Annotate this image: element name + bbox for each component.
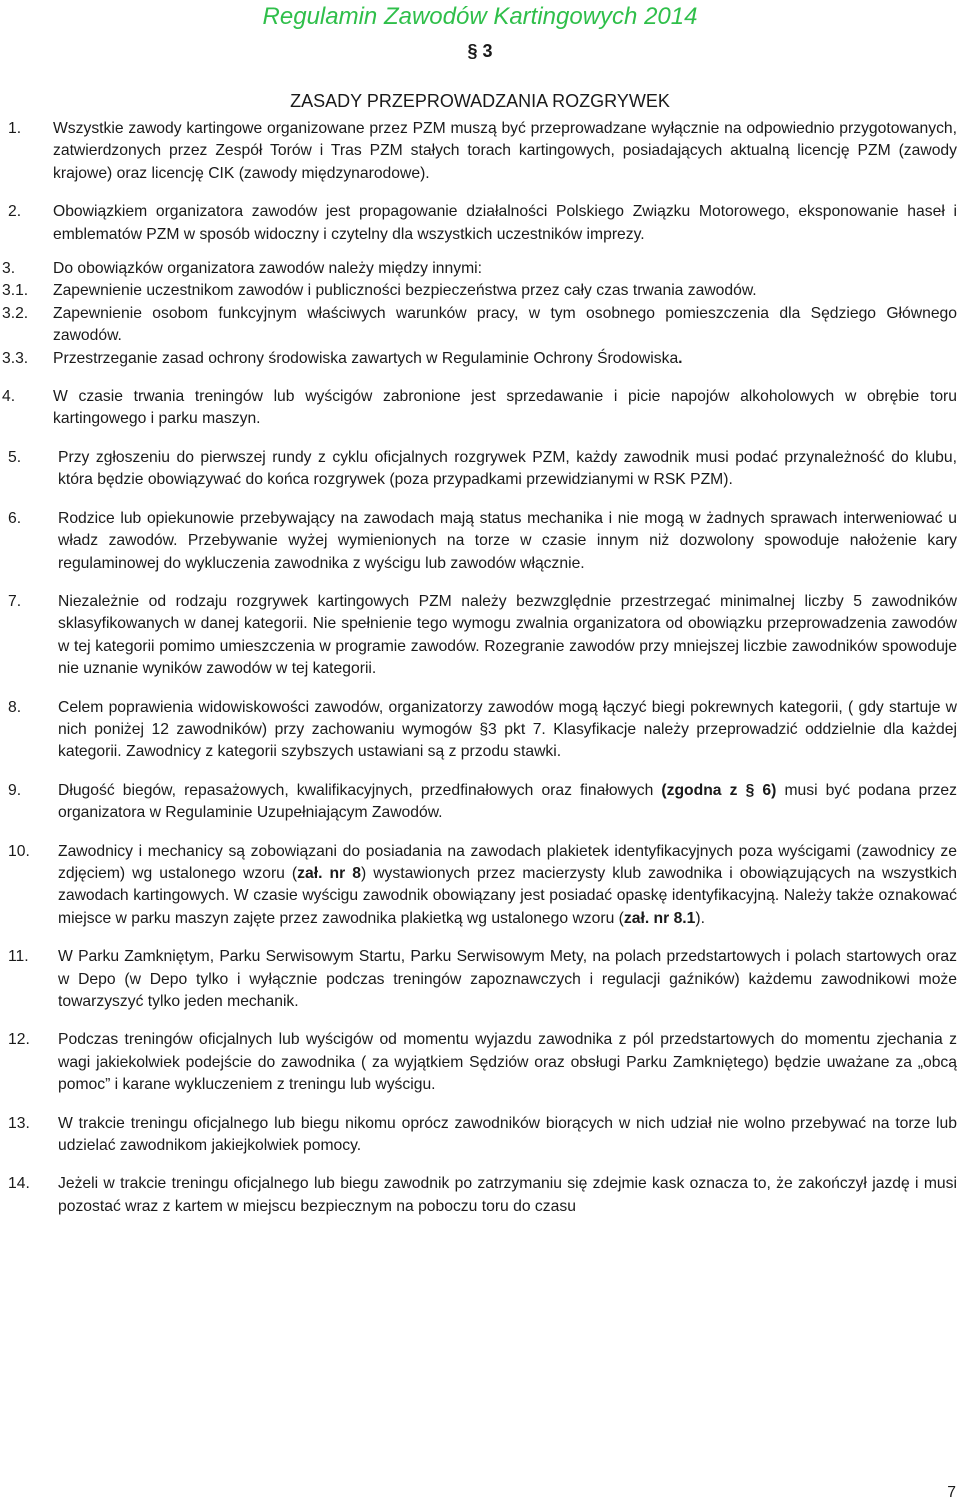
paragraph-8	[0, 697, 960, 764]
annex-reference: zał. nr 8.1	[623, 909, 696, 927]
paragraph-3	[0, 258, 960, 280]
paragraph-number: 13.	[8, 1114, 30, 1132]
paragraph-3-3	[0, 348, 960, 370]
section-number: § 3	[467, 41, 493, 61]
paragraph-number: 12.	[8, 1031, 30, 1049]
paragraph-text: Długość biegów, repasażowych, kwalifikacyjnych, przedfinałowych oraz finałowych	[58, 781, 662, 799]
paragraph-text: Zapewnienie osobom funkcyjnym właściwych warunków pracy, w tym osobnego pomieszczenia dla Sędziego Głównego zawodów.	[53, 304, 957, 345]
paragraph-text: Do obowiązków organizatora zawodów należy między innymi:	[53, 260, 482, 278]
paragraph-text: W Parku Zamkniętym, Parku Serwisowym Startu, Parku Serwisowym Mety, na polach przedstartowych i polach startowych oraz w Depo (w Depo tylko i wyłącznie podczas treningów zapoznawczych i regulacji gaźników) każdemu zawodnikowi może towarzyszyć tylko jeden mechanik.	[58, 948, 957, 1010]
paragraph-text: Celem poprawienia widowiskowości zawodów, organizatorzy zawodów mogą łączyć biegi pokrewnych kategorii, ( gdy startuje w nich poniżej 12 zawodników) przy zachowaniu wymogów §3 pkt 7. Klasyfikacje należy przeprowadzić oddzielnie dla każdej kategorii. Zawodnicy z kategorii szybszych ustawiani są z przodu stawki.	[58, 698, 957, 761]
paragraph-1	[0, 118, 960, 185]
paragraph-text: ).	[695, 909, 705, 927]
paragraph-11	[0, 946, 960, 1013]
paragraph-text: Podczas treningów oficjalnych lub wyścigów od momentu wyjazdu zawodnika z pól przedstartowych do momentu zjechania z wagi jakiekolwiek podejście do zawodnika ( za wyjątkiem Sędziów oraz obsługi Parku Zamkniętego) będzie uważane za „obcą pomoc” i karane wykluczeniem z treningu lub wyścigu.	[58, 1031, 957, 1094]
paragraph-number: 11.	[8, 948, 29, 966]
paragraph-number: 2.	[8, 203, 22, 221]
paragraph-2	[0, 201, 960, 246]
paragraph-number: 10.	[8, 842, 30, 860]
paragraph-text: Rodzice lub opiekunowie przebywający na zawodach mają status mechanika i nie mogą w żadnych sprawach interweniować u władz zawodów. Przebywanie wyżej wymienionych na torze w czasie innym niż dozwolony spowoduje nałożenie kary regulaminowej do wykluczenia zawodnika z wyścigu lub zawodów włącznie.	[58, 509, 957, 572]
document-header-title: Regulamin Zawodów Kartingowych 2014	[262, 3, 698, 30]
paragraph-text: Jeżeli w trakcie treningu oficjalnego lub biegu zawodnik po zatrzymaniu się zdejmie kask oznacza to, że zakończył jazdę i musi pozostać wraz z kartem w miejscu bezpiecznym na poboczu toru do czasu	[58, 1175, 957, 1215]
paragraph-bold: (zgodna z § 6)	[661, 781, 777, 799]
paragraph-number: 1.	[8, 120, 22, 137]
paragraph-3-1	[0, 280, 960, 302]
paragraph-tail: musi być podana przez organizatora w Regulaminie Uzupełniającym Zawodów.	[58, 781, 957, 822]
paragraph-text: Zawodnicy i mechanicy są zobowiązani do posiadania na zawodach plakietek identyfikacyjnych poza wyścigami (zawodnicy ze zdjęciem) wg ustalonego wzoru (	[58, 842, 957, 882]
paragraph-text: W czasie trwania treningów lub wyścigów zabronione jest sprzedawanie i picie napojów alkoholowych w obrębie toru kartingowego i parku maszyn.	[53, 388, 957, 428]
paragraph-number: 8.	[8, 698, 22, 716]
paragraph-14	[0, 1173, 960, 1218]
paragraph-number: 4.	[2, 388, 16, 406]
paragraph-10	[0, 841, 960, 931]
paragraph-3-2	[0, 303, 960, 348]
section-title: ZASADY PRZEPROWADZANIA ROZGRYWEK	[290, 91, 670, 111]
paragraph-number: 9.	[8, 781, 22, 799]
paragraph-4	[0, 386, 960, 431]
paragraph-number: 3.	[2, 260, 16, 278]
paragraph-text: Przy zgłoszeniu do pierwszej rundy z cyklu oficjalnych rozgrywek PZM, każdy zawodnik musi podać przynależność do klubu, która będzie obowiązywać do końca rozgrywek (poza przypadkami przewidzianymi w RSK PZM).	[58, 448, 957, 489]
page-number: 7	[947, 1484, 956, 1501]
paragraph-number: 5.	[8, 448, 22, 466]
document-body	[0, 118, 960, 1218]
paragraph-7	[0, 591, 960, 681]
paragraph-13	[0, 1113, 960, 1158]
paragraph-tail: .	[678, 349, 683, 367]
paragraph-number: 7.	[8, 592, 22, 610]
paragraph-number: 14.	[8, 1175, 30, 1193]
paragraph-text: ) wystawionych przez macierzysty klub zawodnika i obowiązujących na wszystkich zawodach kartingowych. W czasie wyścigu zawodnik obowiązany jest posiadać opaskę identyfikacyjną. Należy także oznakować miejsce w parku maszyn zajęte przez zawodnika plakietką wg ustalonego wzoru (	[58, 864, 958, 927]
paragraph-number: 3.1.	[2, 282, 29, 300]
paragraph-9	[0, 780, 960, 825]
paragraph-text: Przestrzeganie zasad ochrony środowiska zawartych w Regulaminie Ochrony Środowiska	[53, 349, 679, 367]
annex-reference: zał. nr 8	[297, 864, 361, 882]
paragraph-text: Obowiązkiem organizatora zawodów jest propagowanie działalności Polskiego Związku Motorowego, eksponowanie haseł i emblematów PZM w sposób widoczny i czytelny dla wszystkich uczestników imprezy.	[53, 203, 957, 243]
paragraph-number: 3.2.	[2, 304, 29, 322]
paragraph-text: Zapewnienie uczestnikom zawodów i publiczności bezpieczeństwa przez cały czas trwania zawodów.	[53, 282, 757, 300]
paragraph-text: Niezależnie od rodzaju rozgrywek kartingowych PZM należy bezwzględnie przestrzegać minimalnej liczby 5 zawodników sklasyfikowanych w danej kategorii. Nie spełnienie tego wymogu zwalnia organizatora od obowiązku przeprowadzenia zawodów w tej kategorii pomimo umieszczenia w programie zawodów. Rozegranie zawodów przy mniejszej liczbie zawodników spowoduje nie uznanie wyników zawodów w tej kategorii.	[58, 592, 957, 678]
paragraph-12	[0, 1029, 960, 1096]
paragraph-text: W trakcie treningu oficjalnego lub biegu nikomu oprócz zawodników biorących w nich udział nie wolno przebywać na torze lub udzielać zawodnikom jakiejkolwiek pomocy.	[58, 1114, 957, 1155]
paragraph-text: Wszystkie zawody kartingowe organizowane przez PZM muszą być przeprowadzane wyłącznie na odpowiednio przygotowanych, zatwierdzonych przez Zespół Torów i Tras PZM stałych torach kartingowych, posiadających aktualną licencję PZM (zawody krajowe) oraz licencję CIK (zawody międzynarodowe).	[53, 120, 957, 182]
paragraph-number: 6.	[8, 509, 22, 527]
paragraph-number: 3.3.	[2, 349, 29, 367]
paragraph-5	[0, 447, 960, 492]
paragraph-6	[0, 508, 960, 575]
